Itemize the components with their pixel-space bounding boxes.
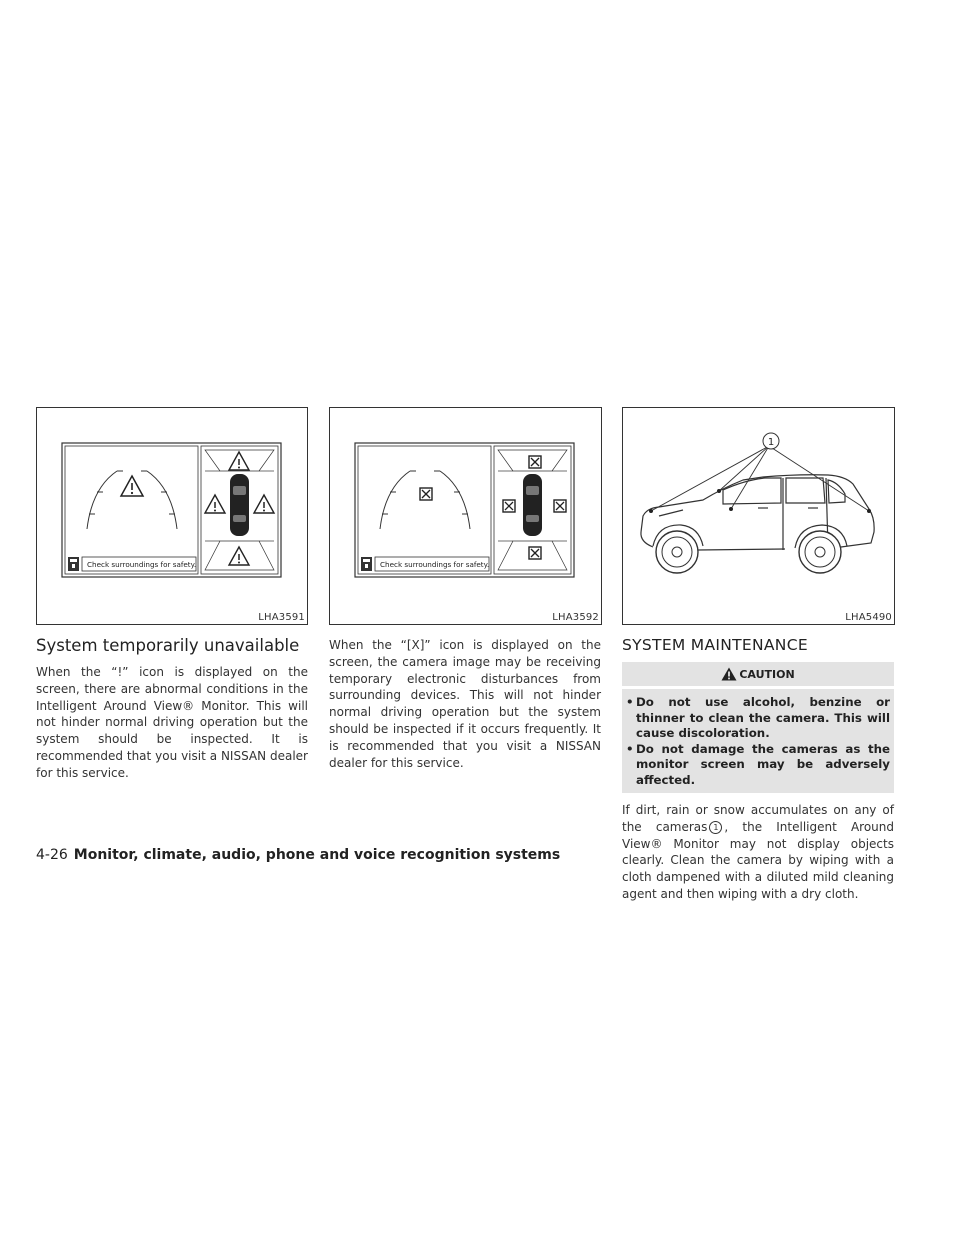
caution-header — [622, 662, 894, 686]
section-system-maintenance — [622, 636, 894, 903]
car-top-view — [523, 474, 542, 536]
section-body: When the “[X]” icon is displayed on the screen, the camera image may be receiving temporary electronic disturbances from surrounding devices. This will not hinder normal driving operation but the system should be inspected if it occurs frequently. It is recommended that you visit a NISSAN dealer for this service. — [329, 638, 601, 770]
camera-error-icon — [529, 456, 541, 468]
warning-icon — [229, 452, 249, 470]
camera-error-icon — [529, 547, 541, 559]
section-body: When the “!” icon is displayed on the screen, there are abnormal conditions in the Intelligent Around View® Monitor. This will not hinder normal driving operation but the system should be inspected. It is recommended that you visit a NISSAN dealer for this service. — [36, 665, 308, 780]
figure-lha3592 — [329, 407, 602, 625]
section-camera-interference — [329, 637, 601, 771]
section-heading: System temporarily unavailable — [36, 636, 300, 655]
warning-icon — [205, 495, 225, 513]
caution-list — [622, 689, 894, 793]
monitor-illustration — [330, 408, 601, 624]
monitor-illustration — [37, 408, 307, 624]
page-number: 4-26 — [36, 847, 68, 863]
warning-icon — [229, 547, 249, 565]
camera-error-icon — [503, 500, 515, 512]
caution-icon — [721, 667, 737, 681]
section-heading: SYSTEM MAINTENANCE — [622, 636, 808, 654]
camera-error-icon — [554, 500, 566, 512]
section-system-unavailable — [36, 636, 308, 782]
front-wheel — [653, 525, 703, 573]
warning-icon — [121, 476, 143, 496]
rear-wheel — [795, 525, 847, 573]
monitor-message: Check surroundings for safety. — [380, 560, 490, 569]
car-top-view — [230, 474, 249, 536]
caution-title: CAUTION — [739, 667, 795, 681]
figure-lha3591 — [36, 407, 308, 625]
monitor-message: Check surroundings for safety. — [87, 560, 197, 569]
footer-section-title: Monitor, climate, audio, phone and voice recognition systems — [73, 847, 561, 863]
maintenance-body: If dirt, rain or snow accumulates on any of the cameras 1 , the Intelligent Around View® Monitor may not display objects clearly. Clean the camera by wiping with a cloth dampened with a diluted mild cleaning agent and then wiping with a dry cloth. — [622, 803, 894, 901]
page-footer — [36, 847, 560, 863]
figure-lha5490 — [622, 407, 895, 625]
callout-ref-circle: 1 — [709, 821, 722, 834]
figure-label: LHA3591 — [258, 612, 305, 623]
guide-lines — [87, 471, 177, 529]
warning-icon — [254, 495, 274, 513]
camera-error-icon — [420, 488, 432, 500]
figure-label: LHA3592 — [552, 612, 599, 623]
vehicle-illustration — [623, 408, 894, 624]
callout-number: 1 — [767, 437, 775, 448]
figure-label: LHA5490 — [845, 612, 892, 623]
caution-item: • Do not use alcohol, benzine or thinner to clean the camera. This will cause discoloration. — [626, 695, 890, 740]
caution-item: • Do not damage the cameras as the monitor screen may be adversely affected. — [626, 741, 890, 787]
